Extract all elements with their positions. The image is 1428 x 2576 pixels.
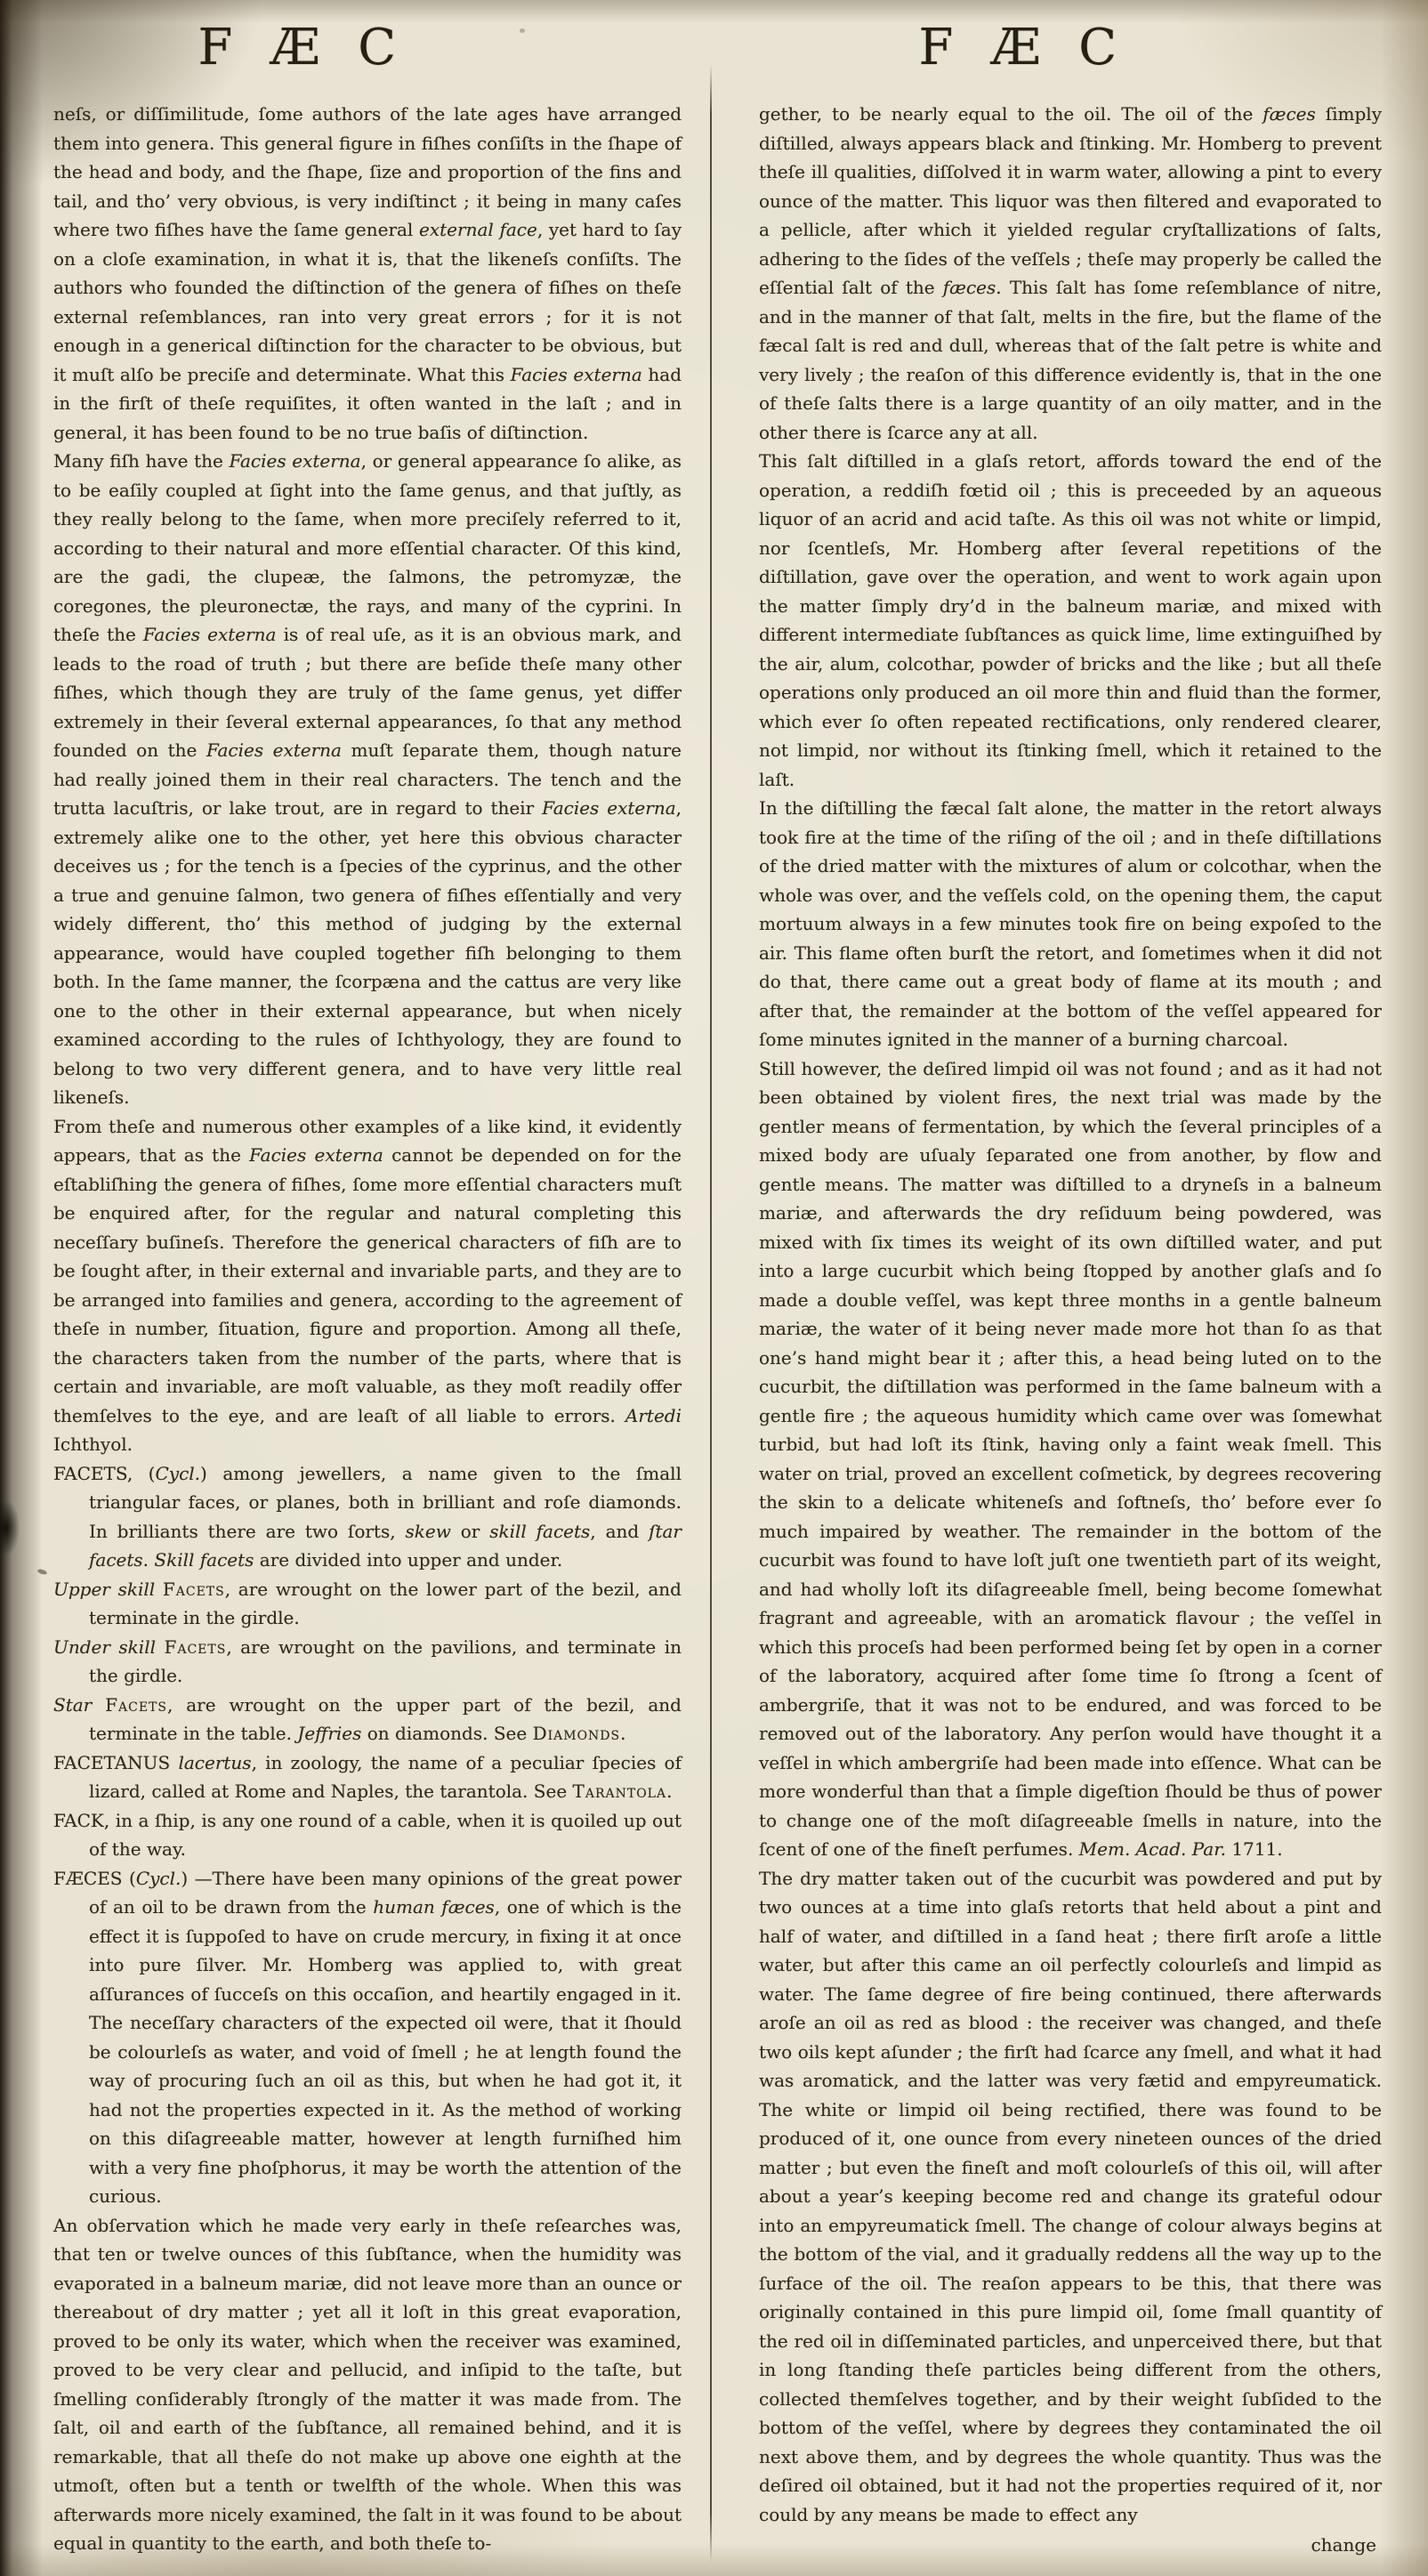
text-run: 1711. [1225, 1838, 1283, 1860]
entry-fack [53, 1806, 682, 1864]
running-title-left: F Æ C [198, 19, 407, 77]
entry-facets [53, 1459, 682, 1575]
text-run: fæces [1263, 103, 1316, 125]
text-run: Still however, the deſired limpid oil was not found ; and as it had not been obtained by violent fires, the next trial was made by the gentler means of fermentation, by which the ſeveral principles of a mixed body are uſualy ſeparated one from another, by flow and gentle means. The matter was diſtilled to a dryneſs in a balneum mariæ, and afterwards the dry reſiduum being powdered, was mixed with ſix times its weight of its own diſtilled water, and put into a large cucurbit which being ſtopped by another glaſs and ſo made a double veſſel, was kept three months in a gentle balneum mariæ, the water of it being never made more hot than ſo as that one’s hand might bear it ; after this, a head being luted on to the cucurbit, the diſtillation was performed in the ſame balneum with a gentle fire ; the aqueous humidity which came over was ſomewhat turbid, but had loſt its ſtink, having only a faint weak ſmell. This water on trial, proved an excellent coſmetick, by degrees recovering the skin to a delicate whiteneſs and ſoftneſs, tho’ before ever ſo much impaired by weather. The remainder in the bottom of the cucurbit was found to have loſt juſt one twentieth part of its weight, and had wholly loſt its diſagreeable ſmell, being become ſomewhat fragrant and agreeable, with an aromatick flavour ; the veſſel in which this proceſs had been performed being ſet by open in a corner of the laboratory, acquired after ſome time ſo ſtrong a ſcent of ambergriſe, that it was not to be endured, and was forced to be removed out of the laboratory. Any perſon would have thought it a veſſel in which ambergriſe had been made into eſſence. What can be more wonderful than that a ſimple digeſtion ſhould be thus of power to change one of the moſt diſagreeable ſmells in nature, into the ſcent of one of the fineſt perfumes. [759, 1057, 1382, 1860]
text-run: , or general appearance ſo alike, as to be eaſily coupled at ſight into the ſame genus, and that juſtly, as they really belong to the ſame, when more preciſely referred to it, according to their natural and more eſſential character. Of this kind, are the gadi, the clupeæ, the ſalmons, the petromyzæ, the coregones, the pleuronectæ, the rays, and many of the cyprini. In theſe the [53, 450, 682, 645]
text-run: ) —There have been many opinions of the great power of an oil to be drawn from the [89, 1867, 682, 1918]
text-run: . [666, 1781, 673, 1802]
text-run: FÆCES ( [53, 1867, 136, 1889]
running-title-right: F Æ C [918, 19, 1128, 77]
text-run: , and [590, 1520, 649, 1542]
text-run: human fæces [373, 1896, 495, 1918]
text-run: had in the firſt of theſe requiſites, it often wanted in the laſt ; and in general, it has been found to be no true baſis of diſtinction. [53, 363, 682, 443]
entry-faeces [53, 1864, 682, 2211]
text-run: From theſe and numerous other examples of a like kind, it evidently appears, that as the [53, 1115, 682, 1166]
text-run: Cycl. [155, 1462, 201, 1484]
text-run: , are wrought on the upper part of the bezil, and terminate in the table. [89, 1693, 682, 1744]
text-run: Tarantola [572, 1781, 667, 1802]
text-run: skew [405, 1520, 451, 1542]
text-run: FACETANUS [53, 1751, 179, 1773]
text-run: ſtar facets [89, 1520, 682, 1571]
text-run: Ichthyol. [53, 1433, 133, 1455]
text-run: ſimply diſtilled, always appears black and ſtinking. Mr. Homberg to prevent theſe ill qualities, diſſolved it in warm water, allowing a pint to every ounce of the matter. This liquor was then filtered and evaporated to a pellicle, after which it yielded regular cryſtallizations of ſalts, adhering to the ſides of the veſſels ; theſe may properly be called the eſſential ſalt of the [759, 103, 1383, 298]
column-divider [710, 64, 712, 2563]
text-run: . [620, 1723, 626, 1744]
text-run: This ſalt diſtilled in a glaſs retort, affords toward the end of the operation, a reddiſh fœtid oil ; this is preceeded by an aqueous liquor of an acrid and acid taſte. As this oil was not white or limpid, nor ſcentleſs, Mr. Homberg after ſeveral repetitions of the diſtillation, gave over the operation, and went to work again upon the matter ſimply dry’d in the balneum mariæ, and mixed with different intermediate ſubſtances as quick lime, lime extinguiſhed by the air, alum, colcothar, powder of bricks and the like ; but all theſe operations only produced an oil more thin and fluid than the former, which ever ſo often repeated rectifications, only rendered clearer, not limpid, nor without its ſtinking ſmell, which it retained to the laſt. [759, 450, 1382, 790]
text-run: Jeffries [297, 1723, 362, 1744]
text-run: Facets [164, 1635, 227, 1658]
entry-star-facets [53, 1691, 682, 1748]
text-run: ) among jewellers, a name given to the ſmall triangular faces, or planes, both in brilliant and roſe diamonds. In brilliants there are two ſorts, [89, 1462, 682, 1542]
text-run: An obſervation which he made very early in theſe reſearches was, that ten or twelve ounces of this ſubſtance, when the humidity was evaporated in a balneum mariæ, did not leave more than an ounce or thereabout of dry matter ; yet all it loſt in this great evaporation, proved to be only its water, which when the receiver was examined, proved to be very clear and pellucid, and inſipid to the taſte, but ſmelling conſiderably ſtrongly of the matter it was made from. The ſalt, oil and earth of the ſubſtance, all remained behind, and it is remarkable, that all theſe do not make up above one eighth at the utmoſt, often but a tenth or twelfth of the whole. When this was afterwards more nicely examined, the ſalt in it was found to be about equal in quantity to the earth, and both theſe to- [53, 2214, 682, 2554]
text-run: FACETS, ( [53, 1462, 156, 1484]
text-run: , are wrought on the pavilions, and terminate in the girdle. [89, 1635, 682, 1686]
text-run: In the diſtilling the fæcal ſalt alone, the matter in the retort always took fire at the time of the riſing of the oil ; and in theſe diſtillations of the dried matter with the mixtures of alum or colcothar, when the whole was over, and the veſſels cold, on the opening them, the caput mortuum always in a few minutes took fire on being expoſed to the air. This flame often burſt the retort, and ſometimes when it did not do that, there came out a great body of flame at its mouth ; and after that, the remainder at the bottom of the veſſel appeared for ſome minutes ignited in the manner of a burning charcoal. [759, 797, 1382, 1050]
entry-upper-skill-facets [53, 1575, 682, 1633]
text-run: Facies externa [542, 797, 676, 819]
text-run: Facies externa [510, 363, 642, 385]
text-run: gether, to be nearly equal to the oil. The oil of the [759, 103, 1263, 125]
text-run: Skill facets [154, 1549, 254, 1571]
text-run: Facies externa [206, 739, 342, 761]
text-run: Many fiſh have the [53, 450, 230, 472]
text-run: Facets [105, 1693, 167, 1716]
entry-faeces-paragraph-6 [759, 1864, 1382, 2530]
text-run: Facets [162, 1578, 225, 1600]
text-run: Facies externa [229, 450, 361, 472]
dust-speck [520, 28, 525, 33]
text-run: are divided into upper and under. [254, 1549, 563, 1571]
text-run: . [142, 1549, 155, 1571]
text-run: external face [419, 219, 537, 240]
facies-externa-paragraph-2 [53, 447, 682, 1112]
text-run: Diamonds [532, 1723, 621, 1744]
text-run: Facies externa [249, 1144, 383, 1166]
text-run: on diamonds. See [361, 1723, 533, 1744]
text-run: , in zoology, the name of a peculiar ſpecies of lizard, called at Rome and Naples, the tarantola. See [89, 1751, 682, 1802]
entry-faeces-paragraph-4 [759, 794, 1382, 1054]
text-run: , yet hard to ſay on a cloſe examination, in what it is, that the likeneſs conſiſts. The authors who founded the diſtinction of the genera of fiſhes on theſe external reſemblances, ran into very great errors ; for it is not enough in a generical diſtinction for the character to be obvious, but it muſt alſo be preciſe and determinate. What this [53, 219, 682, 385]
text-run: , extremely alike one to the other, yet here this obvious character deceives us ; for the tench is a ſpecies of the cyprinus, and the other a true and genuine ſalmon, two genera of fiſhes eſſentially and very widely different, tho’ this method of judging by the external appearance, would have coupled together fiſh belonging to them both. In the ſame manner, the ſcorpæna and the cattus are very like one to the other in their external appearance, but when nicely examined according to the rules of Ichthyology, they are found to belong to two very different genera, and to have very little real likeneſs. [53, 797, 682, 1108]
text-run: Star [53, 1693, 106, 1716]
facies-externa-paragraph-3 [53, 1112, 682, 1459]
entry-faeces-paragraph-3 [759, 447, 1382, 794]
facies-externa-continuation [53, 100, 682, 447]
dust-speck [36, 1568, 47, 1575]
catchword: change [1311, 2534, 1376, 2556]
text-run: Facies externa [142, 624, 277, 645]
entry-faeces-continuation [759, 100, 1382, 447]
text-run: FACK, in a ſhip, is any one round of a cable, when it is quoiled up out of the way. [53, 1809, 682, 1860]
text-run: The dry matter taken out of the cucurbit was powdered and put by two ounces at a time into glaſs retorts that held about a pint and half of water, and diſtilled in a ſand heat ; there firſt aroſe a little water, but after this came an oil perfectly colourleſs and limpid as water. The ſame degree of fire being continued, there afterwards aroſe an oil as red as blood : the receiver was changed, and theſe two oils kept aſunder ; the firſt had ſcarce any ſmell, and what it had was aromatick, and the latter was very fætid and empyreumatick. The white or limpid oil being rectified, there was found to be produced of it, one ounce from every nineteen ounces of the dried matter ; but even the fineſt and moſt colourleſs of this oil, will after about a year’s keeping become red and change its grateful odour into an empyreumatick ſmell. The change of colour always begins at the bottom of the vial, and it gradually reddens all the way up to the ſurface of the oil. The reaſon appears to be this, that there was originally contained in this pure limpid oil, ſome ſmall quantity of the red oil in diſſeminated particles, and unperceived there, but that in long ſtanding theſe particles being different from the others, collected themſelves together, and by their weight ſubſided to the bottom of the veſſel, where by degrees they contaminated the oil next above them, and by degrees the whole quantity. Thus was the deſired oil obtained, but it had not the properties required of it, nor could by any means be made to effect any [759, 1867, 1382, 2525]
text-run: neſs, or diſſimilitude, ſome authors of the late ages have arranged them into genera. This general figure in fiſhes conſiſts in the ſhape of the head and body, and the ſhape, ſize and proportion of the fins and tail, and tho’ very obvious, is very indiſtinct ; it being in many caſes where two fiſhes have the ſame general [53, 103, 682, 240]
entry-under-skill-facets [53, 1633, 682, 1691]
text-run: Upper skill [53, 1578, 163, 1600]
text-run: Mem. Acad. Par. [1078, 1838, 1226, 1860]
text-run: Cycl. [135, 1867, 182, 1889]
text-run: is of real uſe, as it is an obvious mark, and leads to the road of truth ; but there are beſide theſe many other fiſhes, which though they are truly of the ſame genus, yet differ extremely in their ſeveral external appearances, ſo that any method founded on the [53, 624, 682, 761]
text-run: muſt ſeparate them, though nature had really joined them in their real characters. The tench and the trutta lacuſtris, or lake trout, are in regard to their [53, 739, 682, 819]
ink-blot [0, 1500, 20, 1555]
text-run: . This ſalt has ſome reſemblance of nitre, and in the manner of that ſalt, melts in the fire, but the flame of the fæcal ſalt is red and dull, whereas that of the ſalt petre is white and very lively ; the reaſon of this difference evidently is, that in the one of theſe ſalts there is a large quantity of an oily matter, and in the other there is ſcarce any at all. [759, 277, 1382, 443]
text-run: skill facets [489, 1520, 591, 1542]
text-run: cannot be depended on for the eſtabliſhing the genera of fiſhes, ſome more eſſential characters muſt be enquired after, for the regular and natural completing this neceſſary buſineſs. Therefore the generical characters of fiſh are to be ſought after, in their external and invariable parts, and they are to be arranged into families and genera, according to the agreement of theſe in number, ſituation, figure and proportion. Among all theſe, the characters taken from the number of the parts, where that is certain and invariable, are moſt valuable, as they moſt readily offer themſelves to the eye, and are leaſt of all liable to errors. [53, 1144, 682, 1426]
entry-facetanus [53, 1748, 682, 1806]
text-column-right [759, 100, 1382, 2560]
entry-faeces-paragraph-5 [759, 1054, 1382, 1864]
text-run: , one of which is the effect it is ſuppoſed to have on crude mercury, in fixing it at once into pure ſilver. Mr. Homberg was applied to, with great aſſurances of ſucceſs on this occaſion, and heartily engaged in it. The neceſſary characters of the expected oil were, that it ſhould be colourleſs as water, and void of ſmell ; he at length found the way of procuring ſuch an oil as this, but when he had got it, it had not the properties expected in it. As the method of working on this diſagreeable matter, however at length furniſhed him with a very fine phoſphorus, it may be worth the attention of the curious. [89, 1896, 682, 2207]
text-run: Under skill [53, 1635, 165, 1658]
text-run: or [450, 1520, 490, 1542]
text-column-left [53, 100, 682, 2558]
text-run: fæces [942, 277, 996, 298]
text-run: , are wrought on the lower part of the bezil, and terminate in the girdle. [89, 1578, 682, 1628]
entry-faeces-paragraph-2 [53, 2211, 682, 2558]
text-run: Artedi [625, 1404, 682, 1426]
text-run: lacertus [178, 1751, 252, 1773]
